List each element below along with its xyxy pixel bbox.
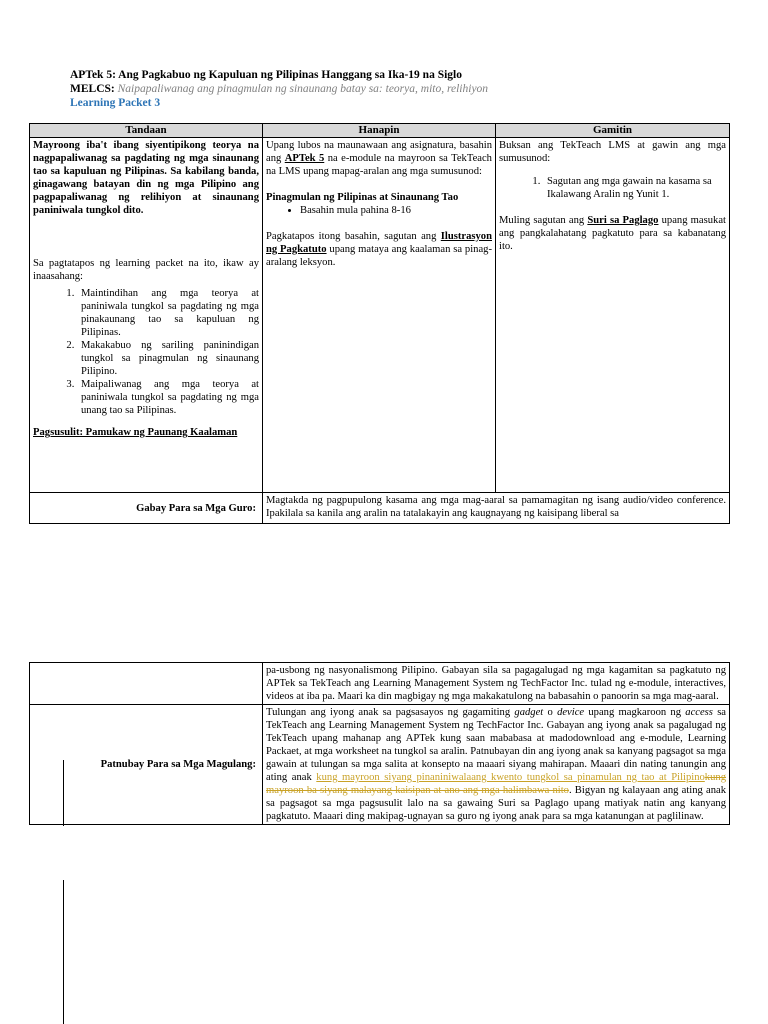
gamitin-cell (496, 138, 730, 493)
melcs-label: MELCS: (70, 83, 115, 95)
hanapin-subtitle: Pinagmulan ng Pilipinas at Sinaunang Tao (266, 192, 459, 203)
tandaan-expectation: Sa pagtatapos ng learning packet na ito, ikaw ay inaasahang: (33, 258, 259, 282)
pagsusulit-label: Pagsusulit: Pamukaw ng Paunang Kaalaman (33, 427, 238, 438)
margin-line (63, 760, 64, 826)
gamitin-list (499, 175, 726, 201)
hanapin-paragraph-1: Upang lubos na maunawaan ang asignatura, basahin ang APTek 5 na e-module na mayroon sa TekTeach na LMS upang mapag-aralan ang mga sumusunod: (266, 140, 492, 177)
header-gamitin: Gamitin (496, 124, 730, 138)
continuation-table (29, 662, 730, 825)
objectives-list (33, 287, 259, 417)
document-title: APTek 5: Ang Pagkabuo ng Kapuluan ng Pilipinas Hanggang sa Ika-19 na Siglo (70, 69, 462, 81)
gamitin-item: 1. Sagutan ang mga gawain na kasama sa Ikalawang Aralin ng Yunit 1. (543, 175, 726, 201)
objective-item: 2. Makakabuo ng sariling paninindigan tungkol sa pinagmulan ng sinaunang Pilipino. (77, 339, 259, 378)
learning-packet-table (29, 123, 730, 524)
aptek-5-link[interactable]: APTek 5 (284, 153, 325, 164)
reading-list (266, 204, 492, 217)
gabay-text: Magtakda ng pagpupulong kasama ang mga mag-aaral sa pamamagitan ng isang audio/video conference. Ipakilala sa kanila ang aralin na tatalakayin ang kaugnayang ng kaisipang liberal sa (263, 493, 730, 524)
gabay-label: Gabay Para sa Mga Guro: (30, 493, 263, 524)
empty-cell (30, 663, 263, 705)
margin-line (63, 880, 64, 1024)
document-header (70, 68, 730, 111)
objective-item: 3. Maipaliwanag ang mga teorya at paniniwala tungkol sa pagdating ng mga unang tao sa Pilipinas. (77, 378, 259, 417)
inserted-text: kung mayroon siyang pinaniniwalaang kwento tungkol sa pinamulan ng tao at Pilipino (316, 772, 705, 783)
header-tandaan: Tandaan (30, 124, 263, 138)
deleted-text: kung mayroon ba siyang malayang kaisipan at ano ang mga halimbawa nito (266, 772, 726, 796)
gamitin-paragraph-1: Buksan ang TekTeach LMS at gawin ang mga sumusunod: (499, 140, 726, 164)
melcs-text: Naipapaliwanag ang pinagmulan ng sinaunang batay sa: teorya, mito, relihiyon (114, 83, 489, 95)
header-hanapin: Hanapin (263, 124, 496, 138)
gabay-continuation: pa-usbong ng nasyonalismong Pilipino. Gabayan sila sa pagagalugad ng mga kagamitan sa pagkatuto ng APTek sa TekTeach ang Learning Management System ng TechFactor Inc. tulad ng e-module, interactives, videos at iba pa. Maari ka din magbigay ng mga makakatulong na babasahin o panoorin sa mga mag-aaral. (263, 663, 730, 705)
gamitin-paragraph-2: Muling sagutan ang Suri sa Paglago upang masukat ang pangkalahatang pagkatuto para sa kabanatang ito. (499, 215, 726, 252)
tandaan-intro: Mayroong iba't ibang siyentipikong teorya na nagpapaliwanag sa pagdating ng mga sinaunang tao sa kapuluan ng Pilipinas. Sa kabilang banda, ginagawang batayan din ng mga Pilipino ang pagpapaliwanag ng relihiyon at sinaunang paniniwala tungkol dito. (33, 140, 259, 216)
suri-sa-paglago-link[interactable]: Suri sa Paglago (587, 215, 659, 226)
patnubay-label: Patnubay Para sa Mga Magulang: (30, 705, 263, 825)
tandaan-cell (30, 138, 263, 493)
patnubay-text: Tulungan ang iyong anak sa pagsasayos ng gagamiting gadget o device upang magkaroon ng access sa TekTeach ang Learning Management System ng TechFactor Inc. Gabayan ang iyong anak sa pagalugad ng TekTeach upang mahanap ang APTek kung saan mababasa at madodownload ang e-module, Learning Packaet, at mga worksheet na tungkol sa aralin. Patnubayan din ang iyong anak sa kanyang pagsagot sa mga gawain at tulungan sa mga salita at konsepto na maaari siyang mahirapan. Maaari din nating tanungin ang ating anak kung mayroon siyang pinaniniwalaang kwento tungkol sa pinamulan ng tao at Pilipinokung mayroon ba siyang malayang kaisipan at ano ang mga halimbawa nito. Bigyan ng kalayaan ang ating anak sa pagsagot sa mga pagsusulit lalo na sa gawaing Suri sa Paglago upang matiyak natin ang kanyang pagkatuto. Maaari ding makipag-ugnayan sa guro ng iyong anak para sa mga katanungan at paglilinaw. (263, 705, 730, 825)
objective-item: 1. Maintindihan ang mga teorya at paniniwala tungkol sa pagdating ng mga pinakaunang tao sa kapuluan ng Pilipinas. (77, 287, 259, 339)
hanapin-paragraph-2: Pagkatapos itong basahin, sagutan ang Ilustrasyon ng Pagkatuto upang mataya ang kaalaman sa pinag-aralang leksyon. (266, 231, 492, 268)
hanapin-cell (263, 138, 496, 493)
ilustrasyon-link[interactable]: Ilustrasyon ng Pagkatuto (266, 231, 492, 255)
melcs-line (70, 82, 730, 96)
learning-packet-label: Learning Packet 3 (70, 97, 161, 109)
reading-item: • Basahin mula pahina 8-16 (300, 204, 492, 217)
